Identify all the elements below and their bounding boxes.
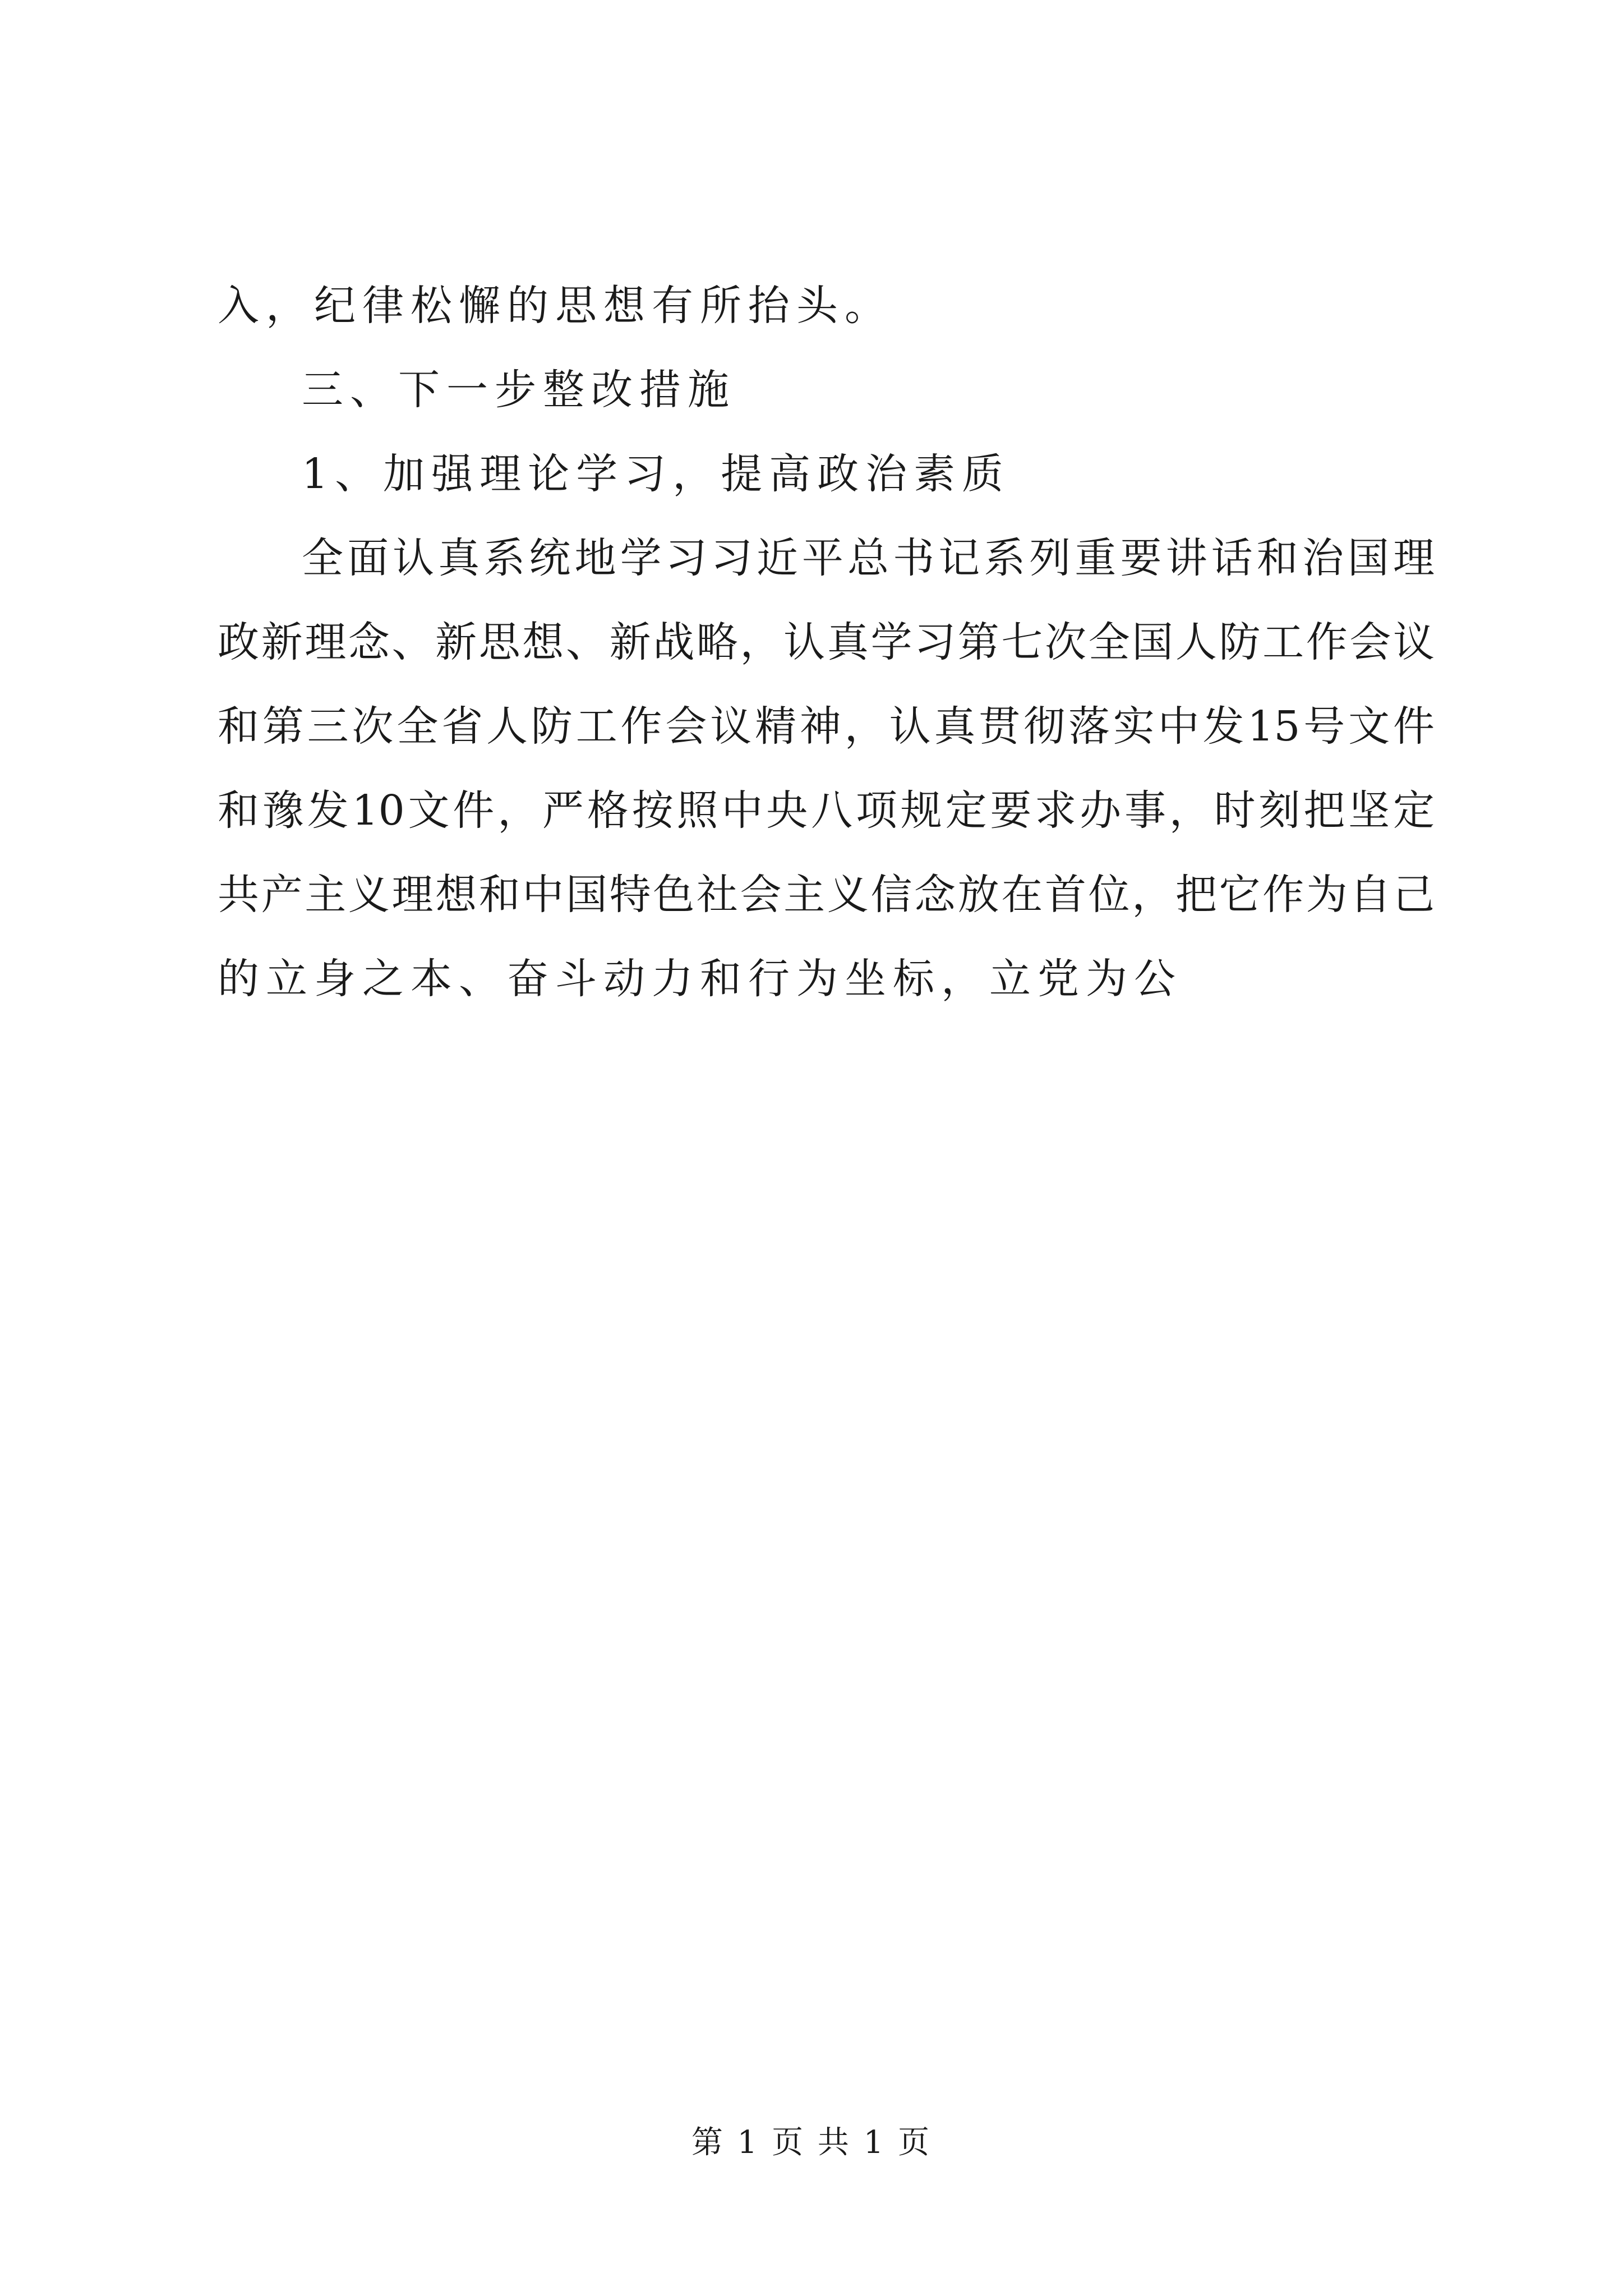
subsection-heading: 1、加强理论学习，提高政治素质 xyxy=(302,450,1011,498)
paragraph-line-1: 全面认真系统地学习习近平总书记系列重要讲话和治国理 xyxy=(302,534,1435,582)
paragraph-line-5: 共产主义理想和中国特色社会主义信念放在首位，把它作为自己 xyxy=(218,871,1435,919)
paragraph-line-3: 和第三次全省人防工作会议精神，认真贯彻落实中发15号文件 xyxy=(218,702,1435,751)
page-footer: 第 1 页 共 1 页 xyxy=(691,2124,932,2161)
paragraph-line-4: 和豫发10文件，严格按照中央八项规定要求办事，时刻把坚定 xyxy=(218,786,1435,835)
document-body xyxy=(218,264,1435,1021)
paragraph-line-2: 政新理念、新思想、新战略，认真学习第七次全国人防工作会议 xyxy=(218,618,1435,666)
text-line-1: 入，纪律松懈的思想有所抬头。 xyxy=(218,282,893,330)
section-heading: 三、下一步整改措施 xyxy=(302,366,736,414)
paragraph-line-6: 的立身之本、奋斗动力和行为坐标，立党为公 xyxy=(218,955,1182,1003)
